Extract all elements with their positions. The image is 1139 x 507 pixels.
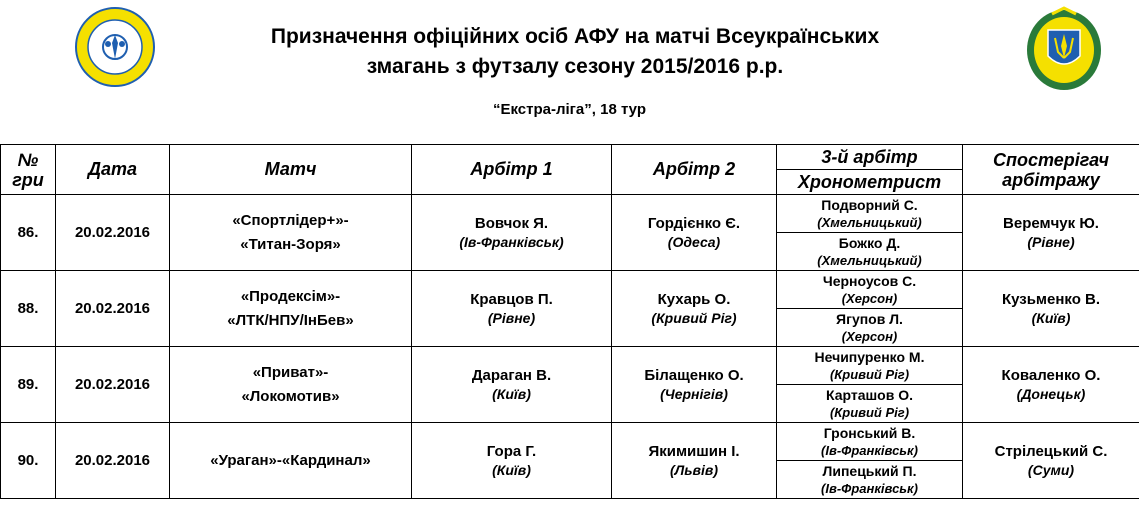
col-header-ref2: Арбітр 2 [612, 145, 777, 195]
table-row [1, 195, 1139, 233]
referee-2 [612, 347, 777, 423]
referees-committee-logo [1024, 6, 1104, 92]
table-row [1, 423, 1139, 461]
match-line-1: «Продексім»- [240, 287, 341, 305]
observer [963, 271, 1139, 347]
referee-3-city: (Хмельницький) [817, 214, 922, 230]
referee-2-city: (Одеса) [667, 234, 721, 250]
game-number: 86. [1, 195, 56, 271]
match-teams [170, 347, 412, 423]
referee-1-name: Кравцов П. [470, 291, 553, 308]
col-header-ref1: Арбітр 1 [412, 145, 612, 195]
col-header-date: Дата [56, 145, 170, 195]
title-line-1: Призначення офіційних осіб АФУ на матчі Всеукраїнських [270, 25, 880, 48]
timekeeper-city: (Кривий Ріг) [829, 404, 910, 420]
observer-city: (Донецьк) [1016, 386, 1086, 402]
table-row [1, 271, 1139, 309]
observer [963, 347, 1139, 423]
table-row [1, 347, 1139, 385]
amfu-logo [74, 6, 156, 88]
observer-name: Коваленко О. [1001, 367, 1101, 384]
referee-3-name: Нечипуренко М. [814, 348, 925, 365]
timekeeper-city: (Хмельницький) [817, 252, 922, 268]
match-line-1: «Приват»- [252, 363, 329, 381]
referee-2-name: Білащенко О. [644, 367, 744, 384]
referee-2-name: Кухарь О. [657, 291, 731, 308]
timekeeper [777, 309, 963, 347]
referee-1 [412, 347, 612, 423]
match-line-2: «ЛТК/НПУ/ІнБев» [227, 311, 354, 329]
referee-1-city: (Київ) [492, 386, 531, 402]
observer-city: (Суми) [1027, 462, 1075, 478]
observer-city: (Київ) [1031, 310, 1071, 326]
col-header-timekeeper: Хронометрист [777, 170, 963, 195]
game-number: 89. [1, 347, 56, 423]
referee-1-city: (Рівне) [487, 310, 536, 326]
col-header-match: Матч [170, 145, 412, 195]
match-line-1: «Ураган»-«Кардинал» [210, 451, 371, 469]
match-teams [170, 423, 412, 499]
referee-1-city: (Ів-Франківськ) [459, 234, 564, 250]
observer-city: (Рівне) [1027, 234, 1075, 250]
league-round-subtitle: “Екстра-ліга”, 18 тур [492, 101, 646, 118]
col-header-num: № гри [1, 145, 56, 195]
referee-3-name: Подворний С. [821, 196, 918, 213]
match-teams [170, 271, 412, 347]
officials-schedule-table [0, 144, 1139, 499]
game-number: 88. [1, 271, 56, 347]
referee-3-name: Гронський В. [823, 424, 916, 441]
timekeeper-name: Липецький П. [822, 462, 917, 479]
referee-2-city: (Львів) [669, 462, 719, 478]
match-line-2: «Локомотив» [241, 387, 340, 405]
observer [963, 195, 1139, 271]
referee-3 [777, 271, 963, 309]
referee-2-city: (Кривий Ріг) [651, 310, 737, 326]
referee-1-name: Гора Г. [486, 443, 537, 460]
referee-3-name: Черноусов С. [822, 272, 917, 289]
referee-1 [412, 195, 612, 271]
referee-1-name: Вовчок Я. [474, 215, 549, 232]
referee-2-name: Гордієнко Є. [647, 215, 741, 232]
timekeeper [777, 461, 963, 499]
referee-2-city: (Чернігів) [660, 386, 728, 402]
timekeeper-name: Карташов О. [825, 386, 913, 403]
referee-3-city: (Кривий Ріг) [829, 366, 910, 382]
referee-3 [777, 423, 963, 461]
referee-1-name: Дараган В. [471, 367, 552, 384]
match-teams [170, 195, 412, 271]
timekeeper-city: (Херсон) [841, 328, 898, 344]
document-title [150, 22, 1000, 82]
game-date: 20.02.2016 [56, 423, 170, 499]
timekeeper-name: Божко Д. [838, 234, 901, 251]
game-date: 20.02.2016 [56, 347, 170, 423]
referee-1 [412, 271, 612, 347]
match-line-1: «Спортлідер+»- [232, 211, 349, 229]
referee-2 [612, 271, 777, 347]
observer [963, 423, 1139, 499]
referee-3 [777, 195, 963, 233]
referee-2-name: Якимишин І. [648, 443, 740, 460]
timekeeper [777, 385, 963, 423]
referee-3-city: (Ів-Франківськ) [821, 442, 918, 458]
referee-2 [612, 195, 777, 271]
game-date: 20.02.2016 [56, 271, 170, 347]
observer-name: Стрілецький С. [994, 443, 1108, 460]
match-line-2: «Титан-Зоря» [240, 235, 341, 253]
col-header-ref3: 3-й арбітр [777, 145, 963, 170]
referee-2 [612, 423, 777, 499]
timekeeper-name: Ягупов Л. [836, 310, 903, 327]
game-number: 90. [1, 423, 56, 499]
referee-3-city: (Херсон) [841, 290, 898, 306]
observer-name: Кузьменко В. [1001, 291, 1101, 308]
referee-1-city: (Київ) [492, 462, 531, 478]
col-header-observer: Спостерігач арбітражу [963, 145, 1139, 195]
referee-3 [777, 347, 963, 385]
title-line-2: змагань з футзалу сезону 2015/2016 р.р. [366, 55, 784, 78]
game-date: 20.02.2016 [56, 195, 170, 271]
referee-1 [412, 423, 612, 499]
timekeeper [777, 233, 963, 271]
observer-name: Веремчук Ю. [1003, 215, 1099, 232]
timekeeper-city: (Ів-Франківськ) [821, 480, 918, 496]
